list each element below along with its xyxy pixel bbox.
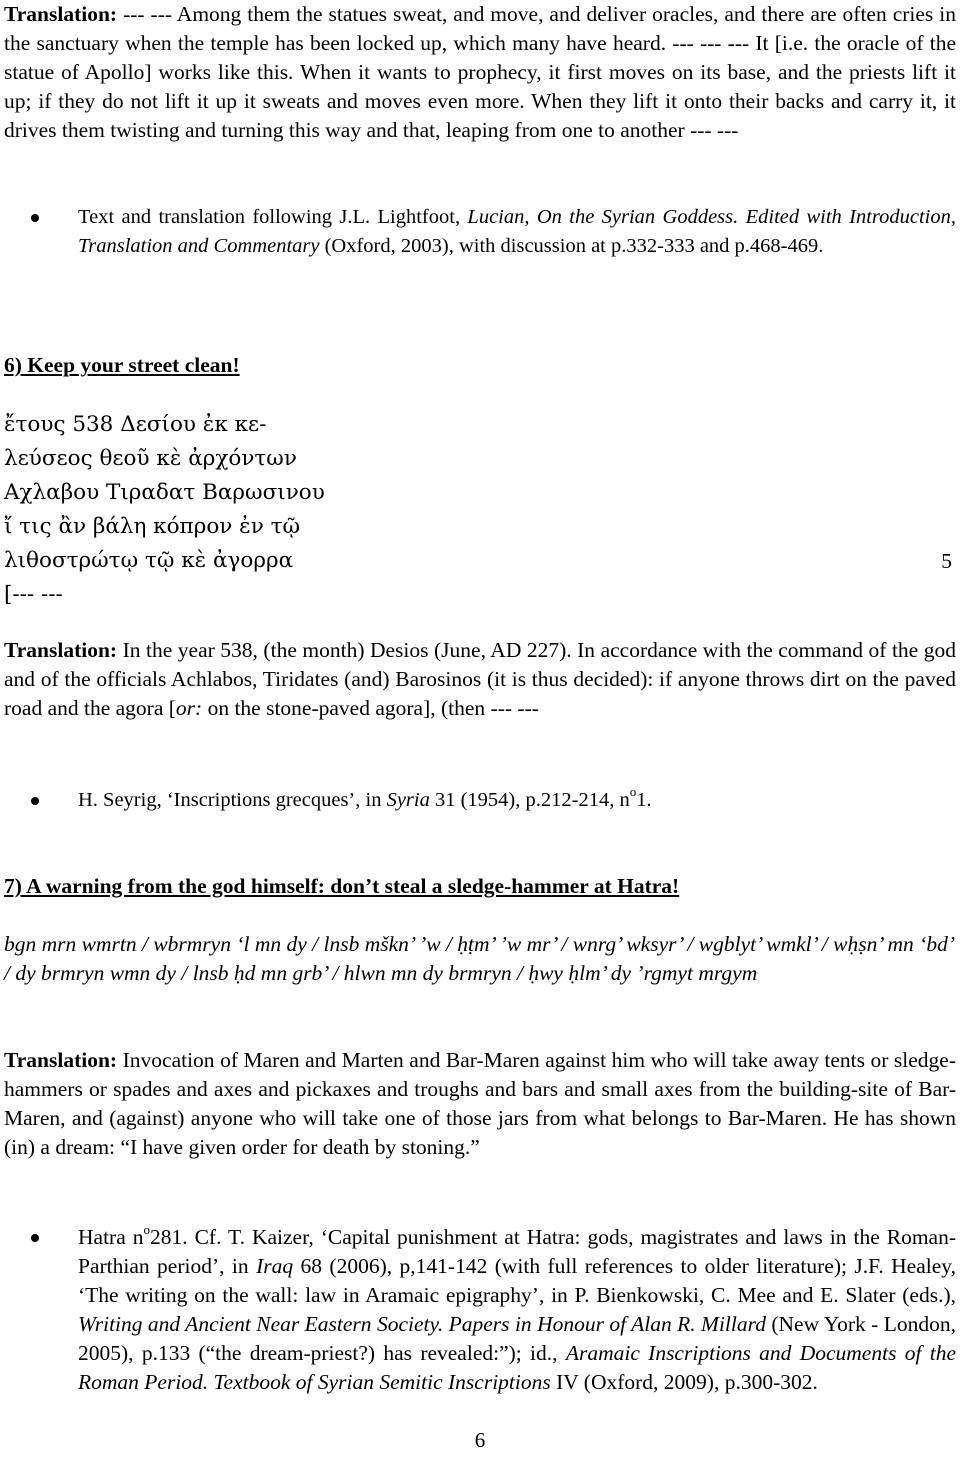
section-heading-6: 6) Keep your street clean! [4,353,240,377]
book-title: Lucian, On the Syrian Goddess. Edited with Introduction, Translation and Commentary [78,206,957,257]
bullet-icon [31,214,39,222]
greek-line-2: λεύσεος θεοῦ κὲ ἀρχόντων [4,446,297,471]
journal-title: Iraq [256,1254,294,1278]
greek-inscription [4,408,956,612]
journal-title: Syria [386,789,430,811]
translation-hatra: Translation: Invocation of Maren and Marten and Bar-Maren against him who will take away tents or sledge-hammers or spades and axes and pickaxes and troughs and bars and small axes from the building-site of Bar-Maren, and (against) anyone who will take one of those jars from what belongs to Bar-Maren. He has shown (in) a dream: “I have given order for death by stoning.” [4,1048,956,1159]
reference-seyrig: H. Seyrig, ‘Inscriptions grecques’, in Syria 31 (1954), p.212-214, $n^o1$. [4,786,956,815]
translation-label: Translation: [4,638,118,662]
page-number: 6 [474,1428,486,1452]
reference-hatra: Hatra $n^o281$. Cf. T. Kaizer, ‘Capital punishment at Hatra: gods, magistrates and laws in the Roman-Parthian period’, in Iraq 68 (2006), p,141-142 (with full references to older literature); J.F. Healey, ‘The writing on the wall: law in Aramaic epigraphy’, in P. Bienkowski, C. Mee and E. Slater (eds.), Writing and Ancient Near Eastern Society. Papers in Honour of Alan R. Millard (New York - London, 2005), p.133 (“the dream-priest?) has revealed:”); id., Aramaic Inscriptions and Documents of the Roman Period. Textbook of Syrian Semitic Inscriptions IV (Oxford, 2009), p.300-302. [4,1223,956,1397]
bullet-icon [31,1234,39,1242]
section-heading-7: 7) A warning from the god himself: don’t steal a sledge-hammer at Hatra! [4,874,680,898]
greek-line-1: ἔτους 538 Δεσίου ἐκ κε- [4,412,267,437]
greek-line-4: ἴ τις ἂν βάλη κόπρον ἐν τῷ [4,514,301,539]
book-title: Aramaic Inscriptions and Documents of the Roman Period. Textbook of Syrian Semitic Inscriptions [78,1341,956,1394]
translation-text: --- --- Among them the statues sweat, and move, and deliver oracles, and there are often cries in the sanctuary when the temple has been locked up, which many have heard. --- --- --- It [i.e. the oracle of the statue of Apollo] works like this. When it wants to prophecy, it first moves on its base, and the priests lift it up; if they do not lift it up it sweats and moves even more. When they lift it onto their backs and carry it, it drives them twisting and turning this way and that, leaping from one to another --- --- [4,2,956,142]
greek-line-5: λιθοστρώτῳ τῷ κὲ ἀγορρα [4,548,294,573]
aramaic-transliteration: bgn mrn wmrtn / wbrmryn ‘l mn dy / lnsb mškn’ ’w / ḥṭm’ ’w mr’ / wnrg’ wksyr’ / wgblyt’ wmkl’ / wḥṣn’ mn ‘bd’ / dy brmryn wmn dy / lnsb ḥd mn grb’ / hlwn mn dy brmryn / ḥwy ḥlm’ dy ’rgmyt mrgym [4,932,953,985]
translation-label: Translation: [4,2,118,26]
reference-lightfoot: Text and translation following J.L. Lightfoot, Lucian, On the Syrian Goddess. Edited with Introduction, Translation and Commentary (Oxford, 2003), with discussion at p.332-333 and p.468-469. [4,203,956,261]
translation-lucian [4,0,956,145]
bullet-icon [31,797,39,805]
book-title: Writing and Ancient Near Eastern Society. Papers in Honour of Alan R. Millard [78,1312,766,1336]
translation-label: Translation: [4,1048,118,1072]
translation-seyrig: Translation: In the year 538, (the month) Desios (June, AD 227). In accordance with the command of the god and of the officials Achlabos, Tiridates (and) Barosinos (it is thus decided): if anyone throws dirt on the paved road and the agora [or: on the stone-paved agora], (then --- --- [4,638,956,720]
line-number: 5 [941,549,952,573]
greek-line-6: [--- --- [4,582,63,607]
greek-line-3: Αχλαβου Τιραδατ Βαρωσινου [4,480,325,505]
